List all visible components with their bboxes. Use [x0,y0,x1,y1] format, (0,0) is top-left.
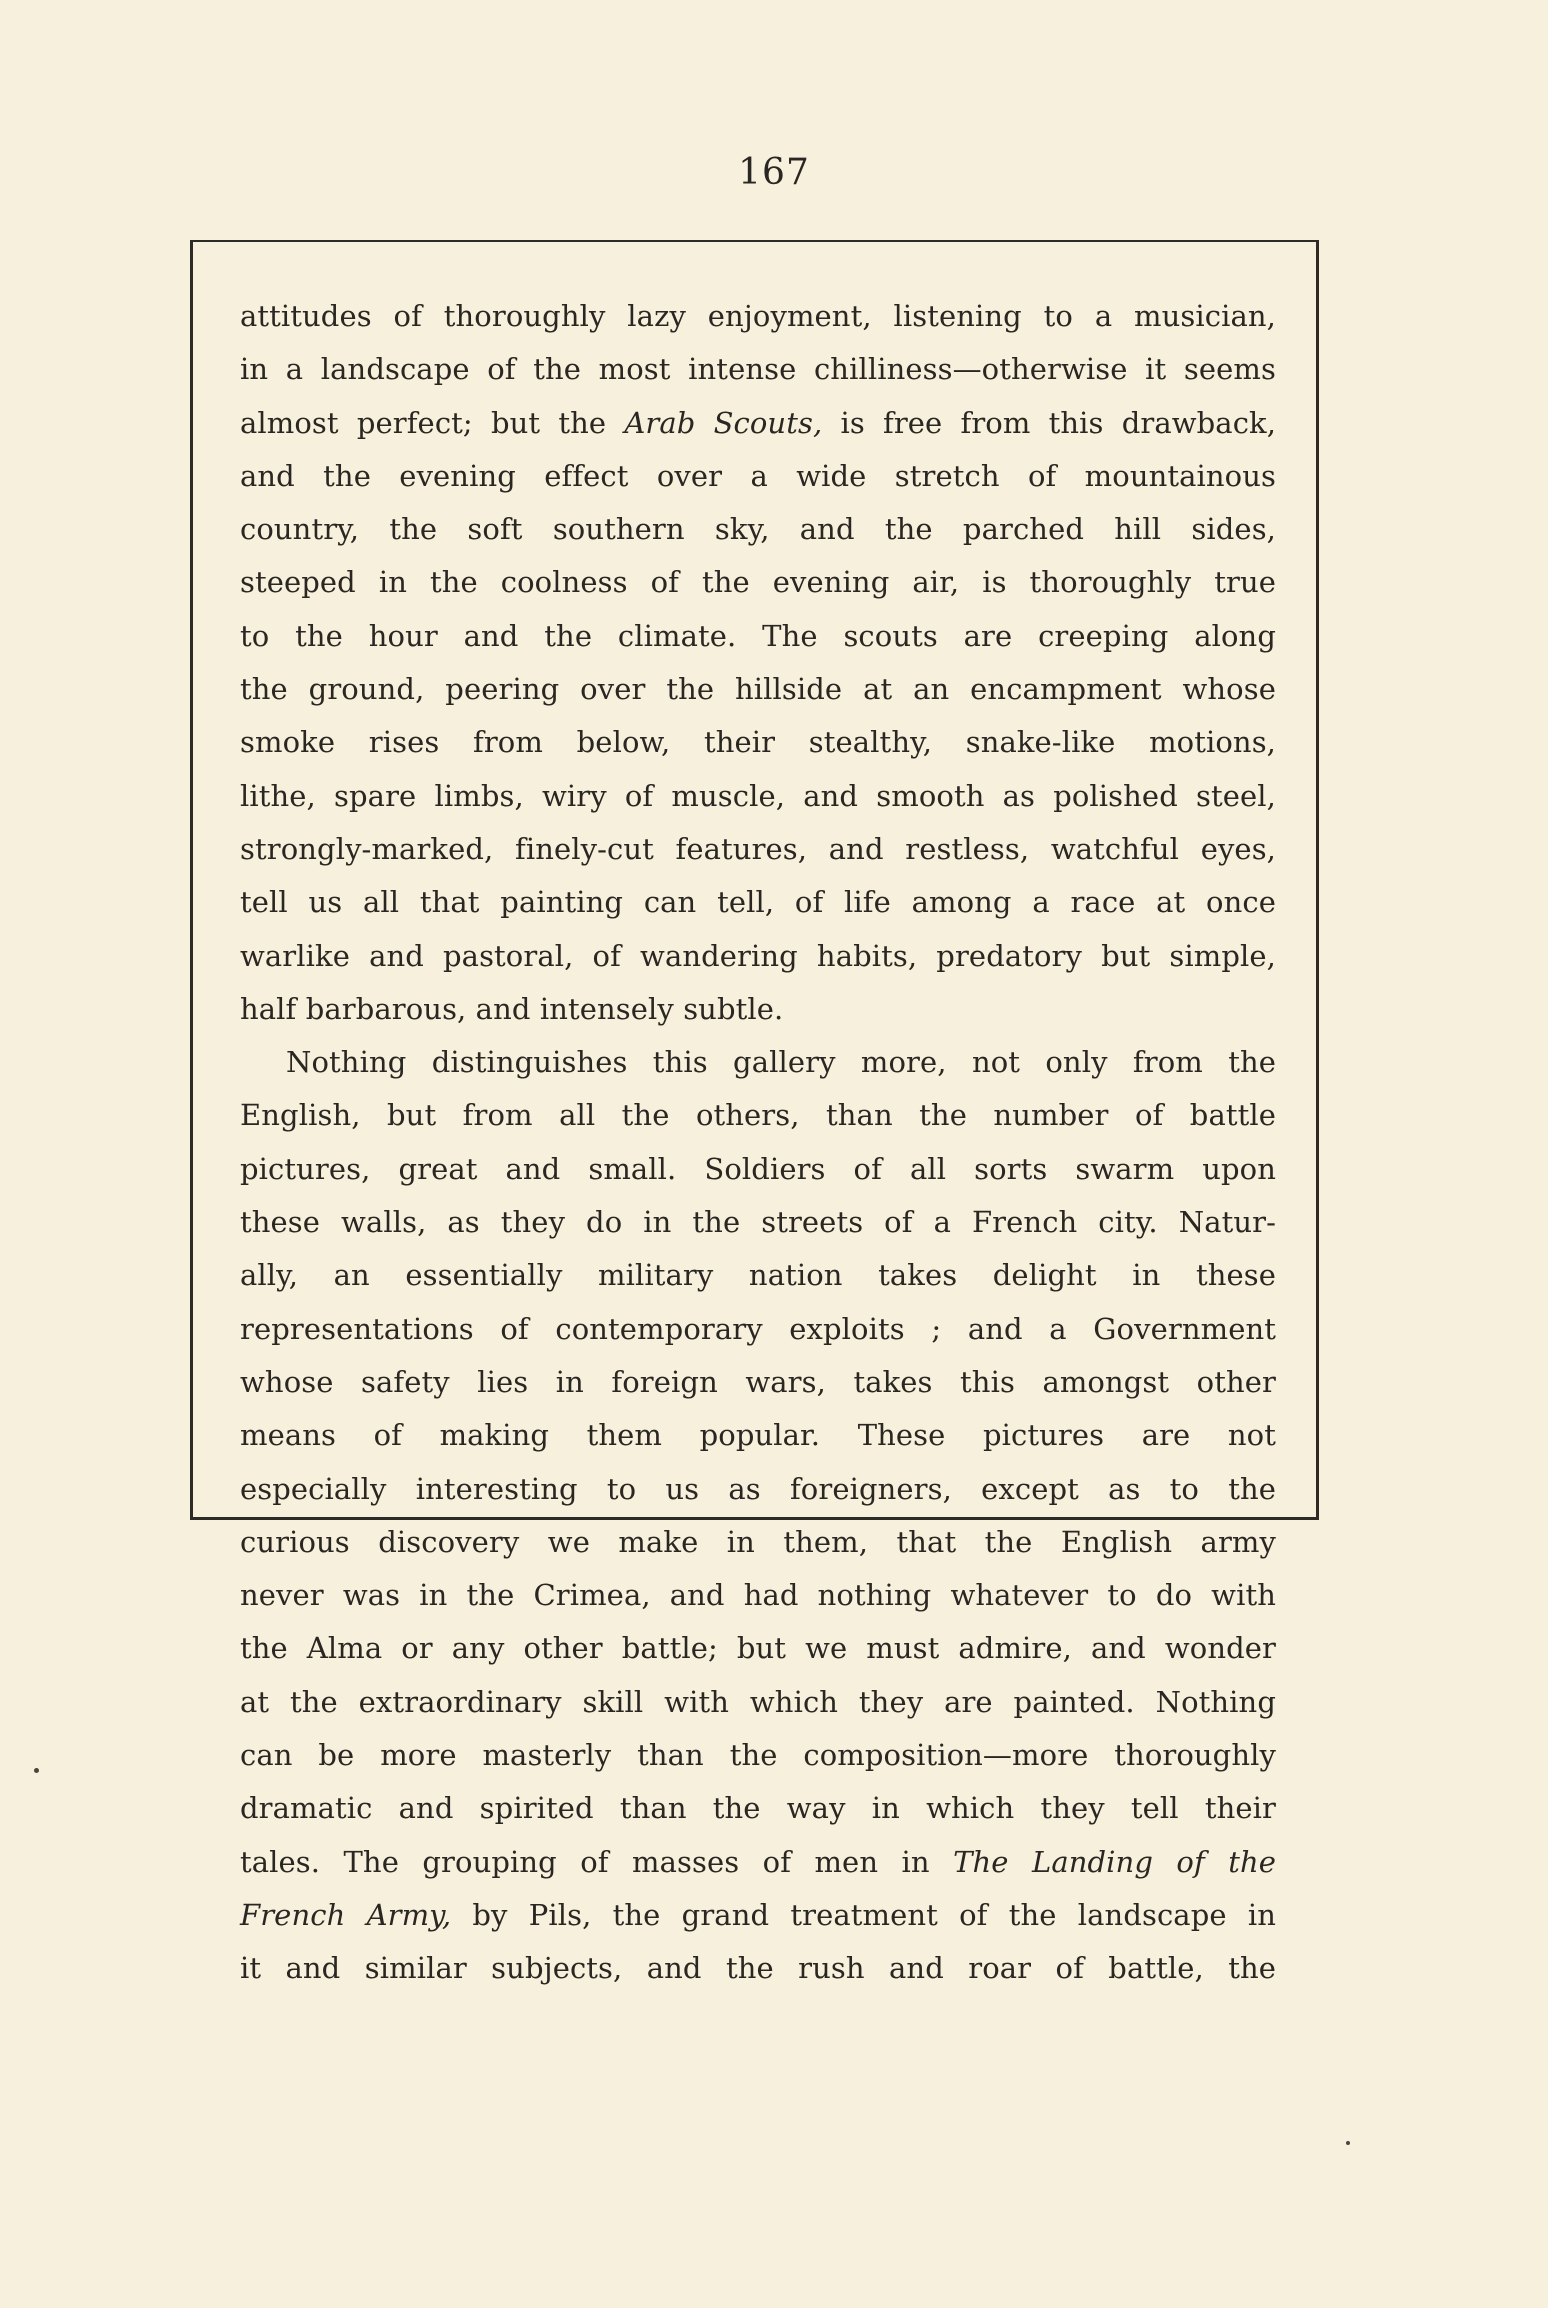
text-run: at the extraordinary skill with which they are painted. Nothing [240,1684,1276,1719]
text-run: Nothing distinguishes this gallery more, not only from the [286,1045,1276,1080]
text-run: country, the soft southern sky, and the parched hill sides, [240,512,1276,547]
text-run: pictures, great and small. Soldiers of all sorts swarm upon [240,1151,1276,1186]
text-line [240,1303,1276,1356]
text-line [240,1036,1276,1089]
text-line [240,290,1276,343]
text-line [240,983,1276,1036]
text-line [240,1356,1276,1409]
text-run: English, but from all the others, than the number of battle [240,1098,1276,1133]
text-line [240,450,1276,503]
text-run: lithe, spare limbs, wiry of muscle, and smooth as polished steel, [240,778,1276,813]
text-run: smoke rises from below, their stealthy, snake-like motions, [240,725,1276,760]
text-run: steeped in the coolness of the evening air, is thoroughly true [240,565,1276,600]
text-run: it and similar subjects, and the rush and roar of battle, the [240,1951,1276,1986]
text-line [240,1676,1276,1729]
page-number: 167 [738,152,810,193]
text-run: is free from this drawback, [822,405,1277,440]
text-line [240,397,1276,450]
text-run: strongly-marked, finely-cut features, and restless, watchful eyes, [240,831,1276,866]
paper-speck [34,1768,39,1773]
text-line [240,1569,1276,1622]
text-run: tales. The grouping of masses of men in [240,1844,954,1879]
text-line [240,663,1276,716]
text-run: curious discovery we make in them, that the English army [240,1524,1276,1559]
text-run: the Alma or any other battle; but we must admire, and wonder [240,1631,1276,1666]
text-line [240,930,1276,983]
text-line [240,1249,1276,1302]
text-line [240,1729,1276,1782]
text-run: almost perfect; but the [240,405,625,440]
text-line [240,1836,1276,1889]
text-run: dramatic and spirited than the way in which they tell their [240,1791,1276,1826]
italic-title: The Landing of the [953,1844,1276,1879]
text-run: warlike and pastoral, of wandering habits, predatory but simple, [240,938,1276,973]
text-line [240,770,1276,823]
text-line [240,1516,1276,1569]
text-run: especially interesting to us as foreigners, except as to the [240,1471,1276,1506]
text-run: to the hour and the climate. The scouts are creeping along [240,618,1276,653]
text-line [240,1942,1276,1995]
text-line [240,1782,1276,1835]
paper-speck [1346,2141,1350,2145]
text-line [240,1409,1276,1462]
text-run: and the evening effect over a wide stretch of mountainous [240,458,1276,493]
text-run: by Pils, the grand treatment of the landscape in [451,1897,1277,1932]
text-run: can be more masterly than the composition—more thoroughly [240,1738,1276,1773]
text-line [240,556,1276,609]
text-run: attitudes of thoroughly lazy enjoyment, listening to a musician, [240,299,1276,333]
text-line [240,1196,1276,1249]
body-text [240,290,1276,1996]
text-run: these walls, as they do in the streets of a French city. Natur- [240,1205,1276,1240]
text-line [240,1143,1276,1196]
text-line [240,876,1276,929]
text-line [240,610,1276,663]
text-run: never was in the Crimea, and had nothing whatever to do with [240,1578,1276,1613]
italic-title: French Army, [240,1897,452,1932]
text-run: half barbarous, and intensely subtle. [240,991,784,1026]
text-line [240,503,1276,556]
text-line [240,1622,1276,1675]
text-run: whose safety lies in foreign wars, takes this amongst other [240,1364,1276,1399]
text-line [240,716,1276,769]
text-run: in a landscape of the most intense chilliness—otherwise it seems [240,352,1276,387]
text-line [240,1463,1276,1516]
text-line [240,1889,1276,1942]
text-line [240,823,1276,876]
text-line [240,343,1276,396]
italic-title: Arab Scouts, [624,405,823,440]
text-run: ally, an essentially military nation takes delight in these [240,1258,1276,1293]
text-run: means of making them popular. These pictures are not [240,1418,1276,1453]
text-run: tell us all that painting can tell, of life among a race at once [240,885,1276,920]
text-line [240,1089,1276,1142]
text-run: representations of contemporary exploits ; and a Government [240,1311,1276,1346]
text-run: the ground, peering over the hillside at an encampment whose [240,672,1276,707]
